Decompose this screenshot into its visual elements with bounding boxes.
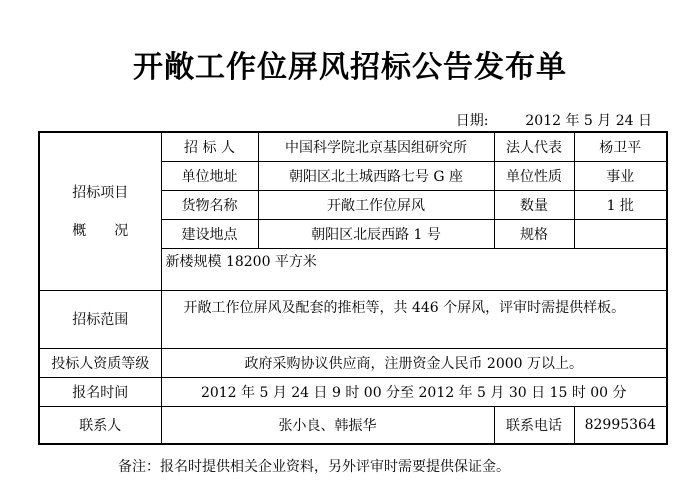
table-row bbox=[39, 132, 667, 161]
unit-type-value: 事业 bbox=[574, 161, 667, 190]
table-row bbox=[39, 290, 667, 348]
date-label: 日期: bbox=[455, 113, 489, 129]
phone-value: 82995364 bbox=[574, 406, 667, 444]
table-row bbox=[39, 406, 667, 444]
announcement-table bbox=[38, 131, 668, 445]
bidder-label: 招 标 人 bbox=[161, 132, 258, 161]
contact-value: 张小良、韩振华 bbox=[161, 406, 494, 444]
scope-label: 招标范围 bbox=[39, 290, 161, 348]
contact-label: 联系人 bbox=[39, 406, 161, 444]
table-row bbox=[39, 377, 667, 406]
site-label: 建设地点 bbox=[161, 219, 258, 248]
date-line bbox=[456, 110, 652, 130]
page-title: 开敞工作位屏风招标公告发布单 bbox=[133, 50, 567, 85]
footnote: 备注：报名时提供相关企业资料，另外评审时需要提供保证金。 bbox=[118, 459, 510, 475]
table-row bbox=[39, 348, 667, 377]
quantity-label: 数量 bbox=[494, 190, 574, 219]
project-overview-line2: 概 况 bbox=[72, 223, 129, 240]
legal-rep-label: 法人代表 bbox=[494, 132, 574, 161]
project-overview-label bbox=[39, 132, 161, 290]
phone-label: 联系电话 bbox=[494, 406, 574, 444]
legal-rep-value: 杨卫平 bbox=[574, 132, 667, 161]
bidder-value: 中国科学院北京基因组研究所 bbox=[258, 132, 494, 161]
spec-label: 规格 bbox=[494, 219, 574, 248]
registration-label: 报名时间 bbox=[39, 377, 161, 406]
spec-value bbox=[574, 219, 667, 248]
unit-type-label: 单位性质 bbox=[494, 161, 574, 190]
project-overview-line1: 招标项目 bbox=[72, 185, 129, 202]
site-value: 朝阳区北辰西路 1 号 bbox=[258, 219, 494, 248]
address-value: 朝阳区北土城西路七号 G 座 bbox=[258, 161, 494, 190]
date-value: 2012 年 5 月 24 日 bbox=[525, 113, 652, 129]
goods-name-value: 开敞工作位屏风 bbox=[258, 190, 494, 219]
qualification-text: 政府采购协议供应商，注册资金人民币 2000 万以上。 bbox=[161, 348, 667, 377]
scope-text: 开敞工作位屏风及配套的推柜等，共 446 个屏风，评审时需提供样板。 bbox=[161, 290, 667, 348]
project-note: 新楼规模 18200 平方米 bbox=[161, 248, 667, 290]
registration-text: 2012 年 5 月 24 日 9 时 00 分至 2012 年 5 月 30 日 15 时 00 分 bbox=[161, 377, 667, 406]
goods-name-label: 货物名称 bbox=[161, 190, 258, 219]
quantity-value: 1 批 bbox=[574, 190, 667, 219]
qualification-label: 投标人资质等级 bbox=[39, 348, 161, 377]
address-label: 单位地址 bbox=[161, 161, 258, 190]
